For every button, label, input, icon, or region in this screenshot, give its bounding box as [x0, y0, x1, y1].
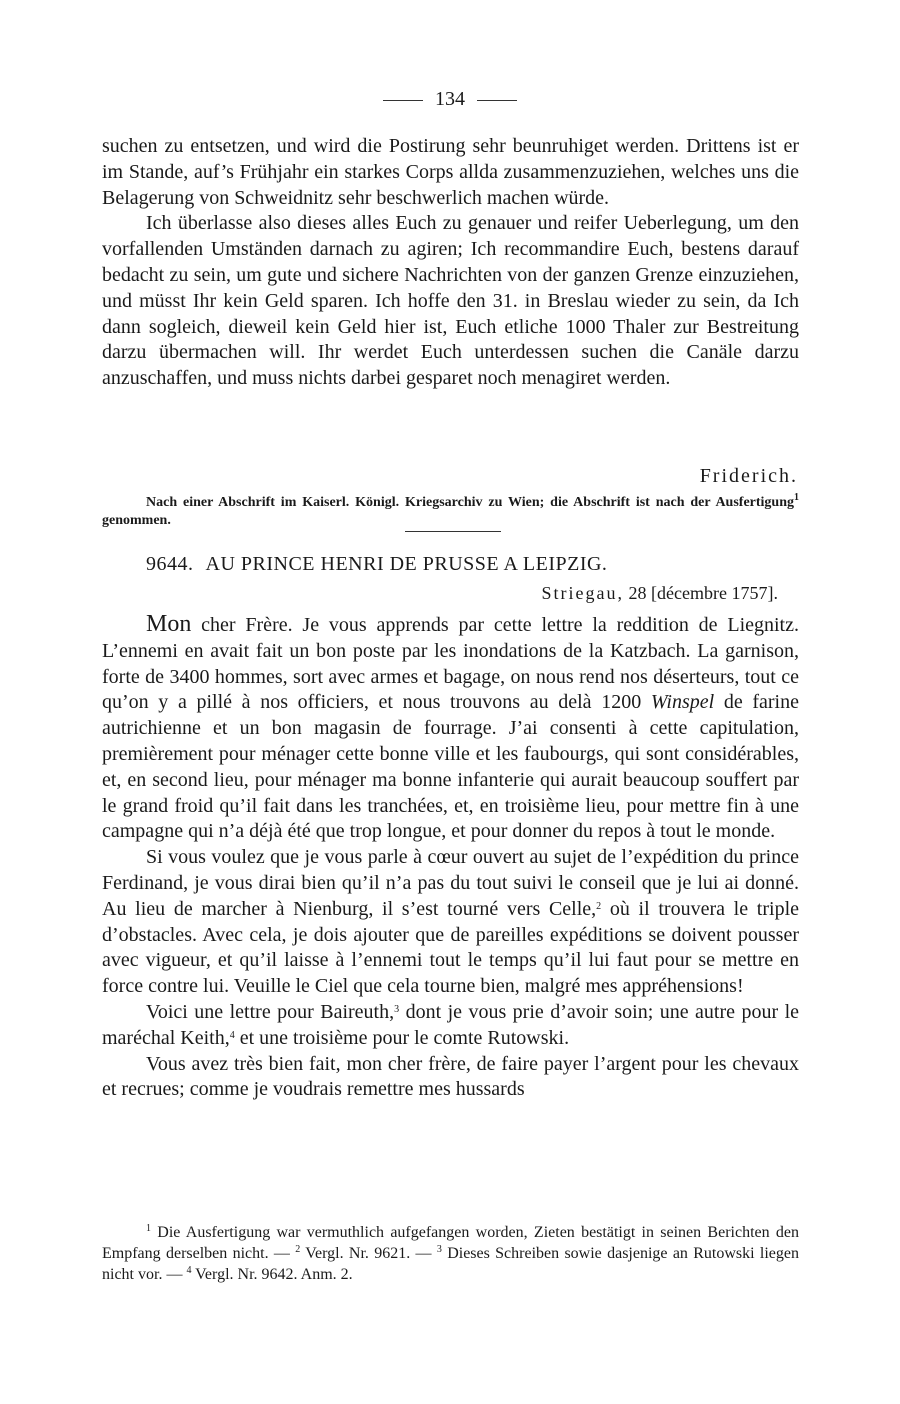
letter-paragraph-1-rest: de farine autrichienne et un bon magasin de fourrage. J’ai consenti à cette capitulation, premièrement pour ménager cette bonne ville et les faubourgs, qui sont considérables, et, en second lieu, pour ménager ma bonne infanterie qui aurait beaucoup souffert par le grand froid qu’il fait dans les tranchées, et, en troisième lieu, pour mettre fin à une campagne qui n’a déjà été que trop longue, et pour donner du repos à tout le monde.: [102, 691, 799, 843]
letter-paragraph-1: [102, 612, 799, 845]
header-dash-left: [383, 100, 423, 101]
continued-paragraph-2: Ich überlasse also dieses alles Euch zu genauer und reifer Ueberlegung, um den vorfallenden Umständen darnach zu agiren; Ich recommandire Euch, bestens darauf bedacht zu sein, um gute und sichere Nachrichten von der ganzen Grenze einzuziehen, und müsst Ihr kein Geld sparen. Ich hoffe den 31. in Breslau wieder zu sein, da Ich dann sogleich, dieweil kein Geld hier ist, Euch etliche 1000 Thaler zur Bestreitung darzu übermachen will. Ihr werdet Euch unterdessen suchen die Canäle darzu anzuschaffen, und muss nichts darbei gesparet noch menagiret werden.: [102, 212, 799, 390]
header-dash-right: [477, 100, 517, 101]
footnote-1-text: Die Ausfertigung war vermuthlich aufgefangen worden, Zieten bestätigt in seinen Berichten den Empfang derselben nicht. —: [102, 1224, 799, 1262]
footnote-3-marker: 3: [436, 1244, 442, 1255]
letter-dateline: [542, 583, 778, 604]
letter-number: 9644.: [146, 553, 194, 575]
footnote-4-text: Vergl. Nr. 9642. Anm. 2.: [191, 1266, 353, 1283]
letter-paragraph-2-rest: où il trouvera le triple d’obstacles. Avec cela, je dois ajouter que de pareilles expéditions se doivent pousser avec vigueur, et qu’il laisse à l’ennemi tout le temps qu’il lui faut pour se mettre en force contre lui. Veuille le Ciel que cela tourne bien, malgré mes appréhensions!: [102, 897, 800, 998]
letter-date: 28 [décembre 1757].: [624, 583, 778, 603]
footnote-2-text: Vergl. Nr. 9621. —: [300, 1245, 437, 1262]
continued-paragraph-1: suchen zu entsetzen, und wird die Postirung sehr beunruhiget werden. Drittens ist er im Stande, auf’s Frühjahr ein starkes Corps allda zusammenzuziehen, welches uns die Belagerung von Schweidnitz sehr beschwerlich machen würde.: [102, 135, 799, 209]
letter-paragraph-3-text: Voici une lettre pour Baireuth,: [146, 1000, 395, 1023]
source-note-text: Nach einer Abschrift im Kaiserl. Königl. Kriegsarchiv zu Wien; die Abschrift ist nach der Ausfertigung: [146, 495, 794, 510]
footnotes: [102, 1222, 799, 1285]
salutation: Mon: [146, 611, 192, 637]
letter-paragraph-2-text: Si vous voulez que je vous parle à cœur ouvert au sujet de l’expédition du prince Ferdinand, je vous dirai bien qu’il n’a pas du tout suivi le conseil que je lui ai donné. Au lieu de marcher à Nienburg, il s’est tourné vers Celle,: [102, 846, 799, 920]
footnote-marker-4: 4: [229, 1029, 235, 1041]
signature: Friderich.: [699, 465, 798, 487]
footnote-1-marker: 1: [146, 1223, 151, 1234]
source-note-end: genommen.: [102, 513, 171, 528]
section-divider: [405, 531, 501, 532]
page-number: 134: [435, 88, 465, 110]
footnote-2-marker: 2: [295, 1244, 301, 1255]
letter-paragraph-4: Vous avez très bien fait, mon cher frère, de faire payer l’argent pour les chevaux et recrues; comme je voudrais remettre mes hussards: [102, 1052, 799, 1101]
letter-paragraph-3: [102, 1000, 799, 1052]
source-note: [102, 494, 799, 530]
italic-term: Winspel: [650, 691, 715, 714]
footnote-3-text: Dieses Schreiben sowie dasjenige an Rutowski liegen nicht vor. —: [102, 1245, 800, 1283]
letter-paragraph-3-rest: et une troisième pour le comte Rutowski.: [234, 1026, 570, 1049]
letter-paragraph-3-middle: dont je vous prie d’avoir soin; une autre pour le maréchal Keith,: [102, 1000, 800, 1049]
letter-place: Striegau,: [541, 583, 625, 603]
footnote-marker-3: 3: [394, 1003, 400, 1015]
page-header: [0, 88, 900, 111]
continued-letter-body: [102, 134, 799, 392]
letter-body: [102, 612, 799, 1103]
footnote-4-marker: 4: [186, 1265, 192, 1276]
letter-paragraph-2: [102, 845, 799, 1000]
letter-title: AU PRINCE HENRI DE PRUSSE A LEIPZIG.: [205, 553, 608, 575]
letter-heading: [146, 553, 607, 576]
letter-paragraph-1-text: cher Frère. Je vous apprends par cette lettre la reddition de Liegnitz. L’ennemi en avait fait un bon poste par les inondations de la Katzbach. La garnison, forte de 3400 hommes, sort avec armes et bagage, on nous rend nos déserteurs, tout ce qu’on y a pillé à nos officiers, et nous trouvons au delà 1200: [102, 614, 799, 714]
footnote-marker-2: 2: [596, 900, 602, 912]
footnote-marker-1: 1: [794, 492, 799, 503]
